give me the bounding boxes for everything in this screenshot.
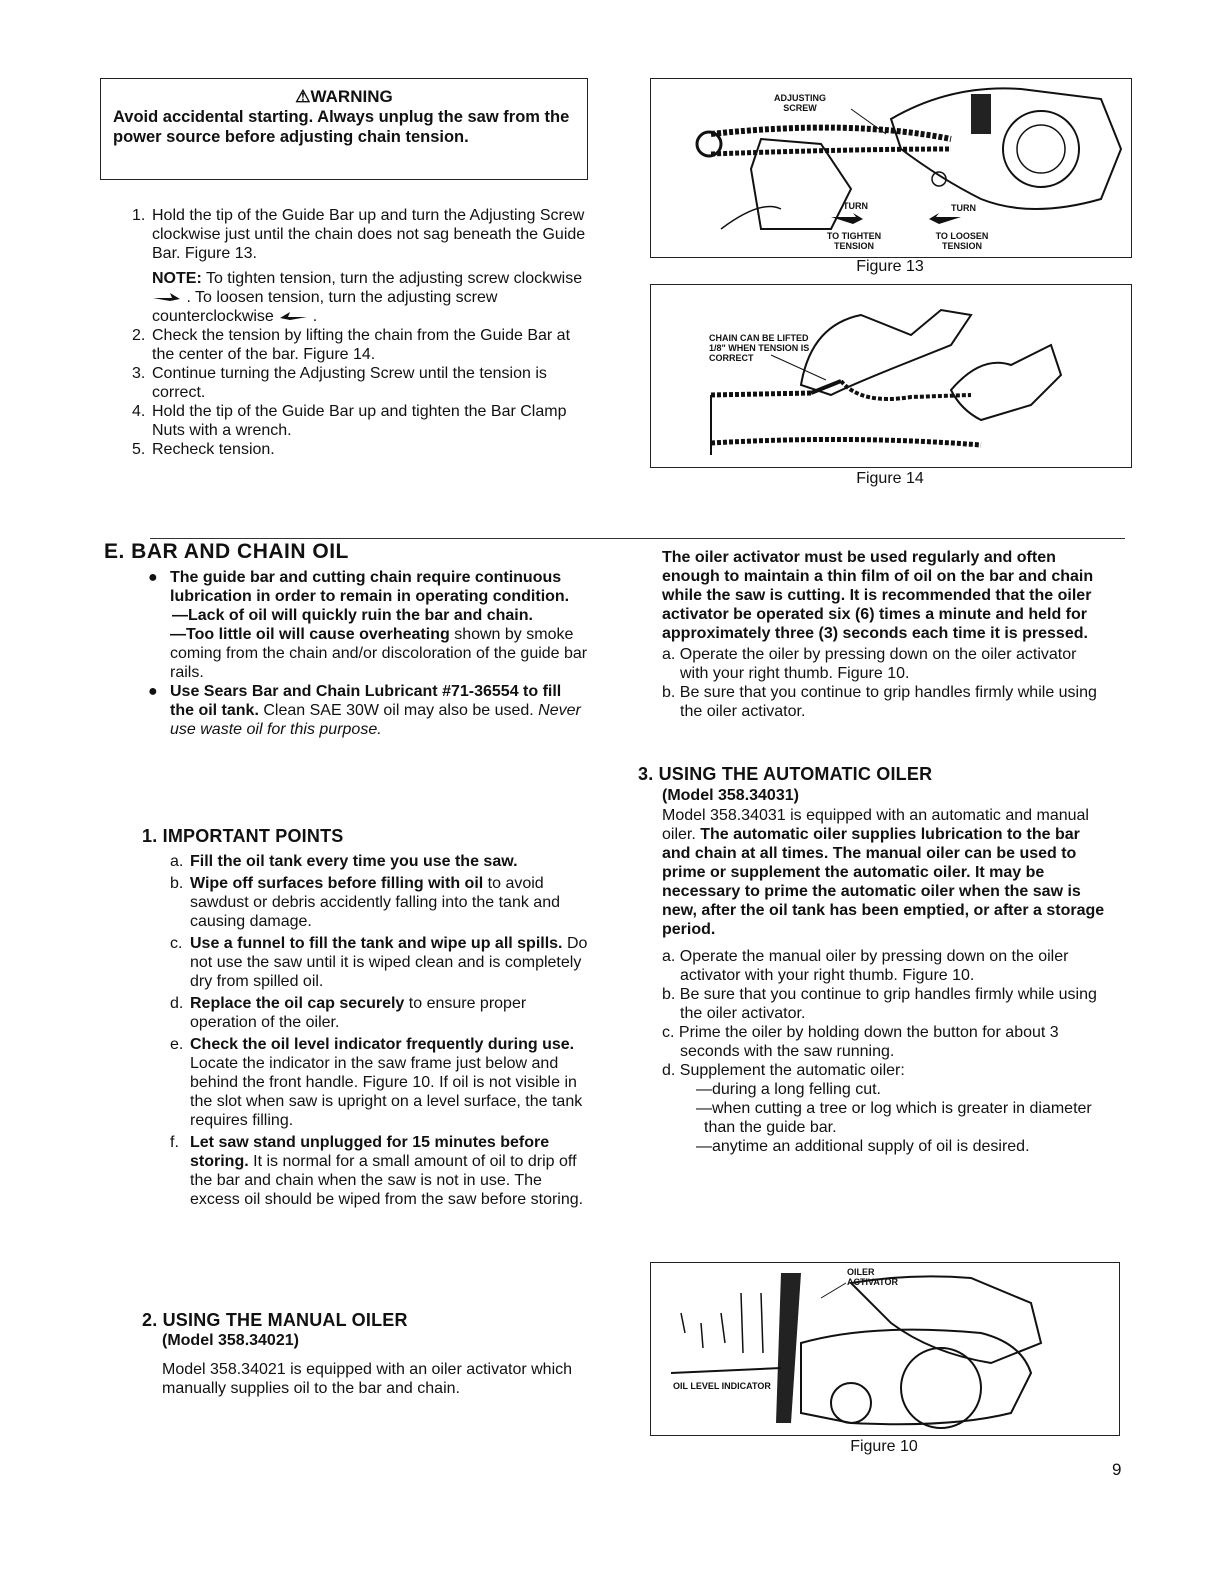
item-letter: a.: [170, 853, 184, 870]
automatic-oiler-title: 3. USING THE AUTOMATIC OILER: [638, 764, 933, 784]
dash2-bold: —Too little oil will cause overheating: [170, 626, 450, 643]
tighten-label: TO TIGHTEN TENSION: [826, 231, 882, 251]
step-text: Check the tension by lifting the chain from the Guide Bar at the center of the bar. Figure 14.: [152, 327, 571, 363]
bullet2-rest: Clean SAE 30W oil may also be used.: [258, 702, 539, 719]
chain-lift-label: CHAIN CAN BE LIFTED 1/8" WHEN TENSION IS CORRECT: [709, 333, 810, 363]
section-e-title: E. BAR AND CHAIN OIL: [104, 540, 349, 563]
manual-oiler-model: (Model 358.34021): [162, 1332, 299, 1349]
manual-step-b: b. Be sure that you continue to grip handles firmly while using the oiler activator.: [662, 684, 1097, 720]
bullet1-dash2: [170, 625, 588, 682]
bullet1-text: The guide bar and cutting chain require continuous lubrication in order to remain in operating condition.: [170, 569, 570, 605]
item-rest: to ensure proper operation of the oiler.: [190, 995, 527, 1031]
automatic-p1: [662, 806, 1108, 939]
bullet-icon: ●: [148, 683, 158, 700]
step-text: Continue turning the Adjusting Screw until the tension is correct.: [152, 365, 547, 401]
section-e-right-column: [662, 548, 1108, 721]
item-bold: Check the oil level indicator frequently during use.: [190, 1036, 575, 1053]
important-item: [170, 934, 588, 991]
step-text: Hold the tip of the Guide Bar up and tighten the Bar Clamp Nuts with a wrench.: [152, 403, 567, 439]
important-item: [170, 852, 588, 871]
step-text: Hold the tip of the Guide Bar up and turn the Adjusting Screw clockwise just until the chain does not sag beneath the Guide Bar. Figure 13.: [152, 207, 586, 262]
counterclockwise-arrow-icon: [278, 309, 308, 321]
section-e-left-column: [148, 568, 588, 739]
step-item: [132, 206, 588, 263]
note-part1: To tighten tension, turn the adjusting screw clockwise: [205, 270, 583, 287]
oil-level-indicator-label: OIL LEVEL INDICATOR: [673, 1381, 773, 1391]
note-part3: .: [312, 308, 318, 325]
auto-p1a: Model 358.34031 is equipped with an automatic and manual oiler.: [662, 807, 1089, 843]
item-bold: Use a funnel to fill the tank and wipe up all spills.: [190, 935, 563, 952]
auto-step-d: d. Supplement the automatic oiler:: [662, 1062, 905, 1079]
auto-step-d3: —anytime an additional supply of oil is desired.: [696, 1138, 1030, 1155]
item-letter: e.: [170, 1036, 184, 1053]
item-rest: Do not use the saw until it is wiped clean and is completely dry from spilled oil.: [190, 935, 588, 990]
bullet-lubrication: [148, 568, 588, 682]
clockwise-arrow-icon: [152, 290, 182, 302]
chain-lift-drawing: [651, 285, 1131, 467]
item-letter: f.: [170, 1134, 179, 1151]
important-item: [170, 874, 588, 931]
item-bold: Replace the oil cap securely: [190, 995, 405, 1012]
loosen-label: TO LOOSEN TENSION: [935, 231, 989, 251]
item-bold: Wipe off surfaces before filling with oil: [190, 875, 484, 892]
item-letter: b.: [170, 875, 184, 892]
step-item: [132, 364, 588, 402]
chainsaw-adjust-drawing: [651, 79, 1131, 257]
step-number: 5.: [132, 441, 146, 458]
step-number: 4.: [132, 403, 146, 420]
manual-oiler-intro: [162, 1360, 588, 1398]
step-item: [132, 402, 588, 440]
manual-p1: Model 358.34021 is equipped with an oiler activator which manually supplies oil to the bar and chain.: [162, 1361, 573, 1397]
item-rest: Locate the indicator in the saw frame just below and behind the front handle. Figure 10. If oil is not visible in the slot when saw is upright on a level surface, the tank requires filling.: [190, 1055, 583, 1129]
page-number: 9: [1112, 1460, 1122, 1479]
manual-p2-bold: The oiler activator must be used regularly and often enough to maintain a thin film of oil on the bar and chain while the saw is cutting. It is recommended that the oiler activator be operated six (6) times a minute and held for approximately three (3) seconds each time it is pressed.: [662, 549, 1094, 642]
turn-left-label: TURN: [843, 201, 868, 211]
step-item: [132, 326, 588, 364]
important-item: [170, 994, 588, 1032]
step-text: Recheck tension.: [152, 441, 275, 458]
auto-step-d1: —during a long felling cut.: [696, 1081, 881, 1098]
auto-p1b: The automatic oiler supplies lubrication to the bar and chain at all times. The manual oiler can be used to prime or supplement the automatic oiler. It may be necessary to prime the automatic oiler when the saw is new, after the oil tank has been emptied, or after a storage period.: [662, 826, 1105, 938]
important-points-title: 1. IMPORTANT POINTS: [142, 826, 344, 846]
figure-10-caption: Figure 10: [850, 1438, 918, 1455]
bullet-lubricant: [148, 682, 588, 739]
turn-right-label: TURN: [951, 203, 976, 213]
section-divider: [150, 538, 1125, 539]
manual-oiler-title: 2. USING THE MANUAL OILER: [142, 1310, 408, 1330]
important-item: [170, 1133, 588, 1209]
adjusting-screw-label: ADJUSTING SCREW: [773, 93, 826, 113]
figure-13-caption: Figure 13: [856, 258, 924, 275]
important-points-list: [170, 852, 588, 1209]
automatic-oiler-model: (Model 358.34031): [662, 787, 799, 804]
figure-13-illustration: [650, 78, 1132, 258]
important-item: [170, 1035, 588, 1130]
bullet2-italic: Never use waste oil for this purpose.: [170, 702, 581, 738]
figure-14-caption: Figure 14: [856, 470, 924, 487]
note-label: NOTE:: [152, 270, 202, 287]
warning-box: [100, 78, 588, 180]
auto-step-a: a. Operate the manual oiler by pressing down on the oiler activator with your right thumb. Figure 10.: [662, 948, 1069, 984]
dash2-rest: shown by smoke coming from the chain and/or discoloration of the guide bar rails.: [170, 626, 588, 681]
manual-step-a: a. Operate the oiler by pressing down on the oiler activator with your right thumb. Figure 10.: [662, 646, 1077, 682]
item-letter: c.: [170, 935, 183, 952]
auto-step-c: c. Prime the oiler by holding down the button for about 3 seconds with the saw running.: [662, 1024, 1059, 1060]
warning-text: Avoid accidental starting. Always unplug the saw from the power source before adjusting chain tension.: [113, 108, 570, 146]
note-paragraph: [132, 269, 588, 326]
oiler-activator-label: OILER ACTIVATOR: [847, 1267, 898, 1287]
bullet2-bold: Use Sears Bar and Chain Lubricant #71-36554 to fill the oil tank.: [170, 683, 562, 719]
bullet1-dash1: —Lack of oil will quickly ruin the bar and chain.: [172, 607, 533, 624]
oiler-drawing: [651, 1263, 1119, 1435]
step-number: 3.: [132, 365, 146, 382]
step-item: [132, 440, 588, 459]
figure-10-illustration: [650, 1262, 1120, 1436]
auto-step-b: b. Be sure that you continue to grip handles firmly while using the oiler activator.: [662, 986, 1097, 1022]
automatic-oiler-body: [662, 806, 1108, 1156]
item-letter: d.: [170, 995, 184, 1012]
warning-title: ⚠WARNING: [295, 87, 393, 106]
figure-14-illustration: [650, 284, 1132, 468]
item-bold: Let saw stand unplugged for 15 minutes before storing.: [190, 1134, 550, 1170]
bullet-icon: ●: [148, 569, 158, 586]
tension-steps: [132, 206, 588, 459]
item-rest: to avoid sawdust or debris accidently falling into the tank and causing damage.: [190, 875, 560, 930]
auto-step-d2: —when cutting a tree or log which is greater in diameter than the guide bar.: [696, 1100, 1092, 1136]
step-number: 1.: [132, 207, 146, 224]
step-number: 2.: [132, 327, 146, 344]
note-part2: . To loosen tension, turn the adjusting screw counterclockwise: [152, 289, 498, 325]
item-rest: It is normal for a small amount of oil to drip off the bar and chain when the saw is not in use. The excess oil should be wiped from the saw before storing.: [190, 1153, 584, 1208]
item-bold: Fill the oil tank every time you use the saw.: [190, 853, 518, 870]
